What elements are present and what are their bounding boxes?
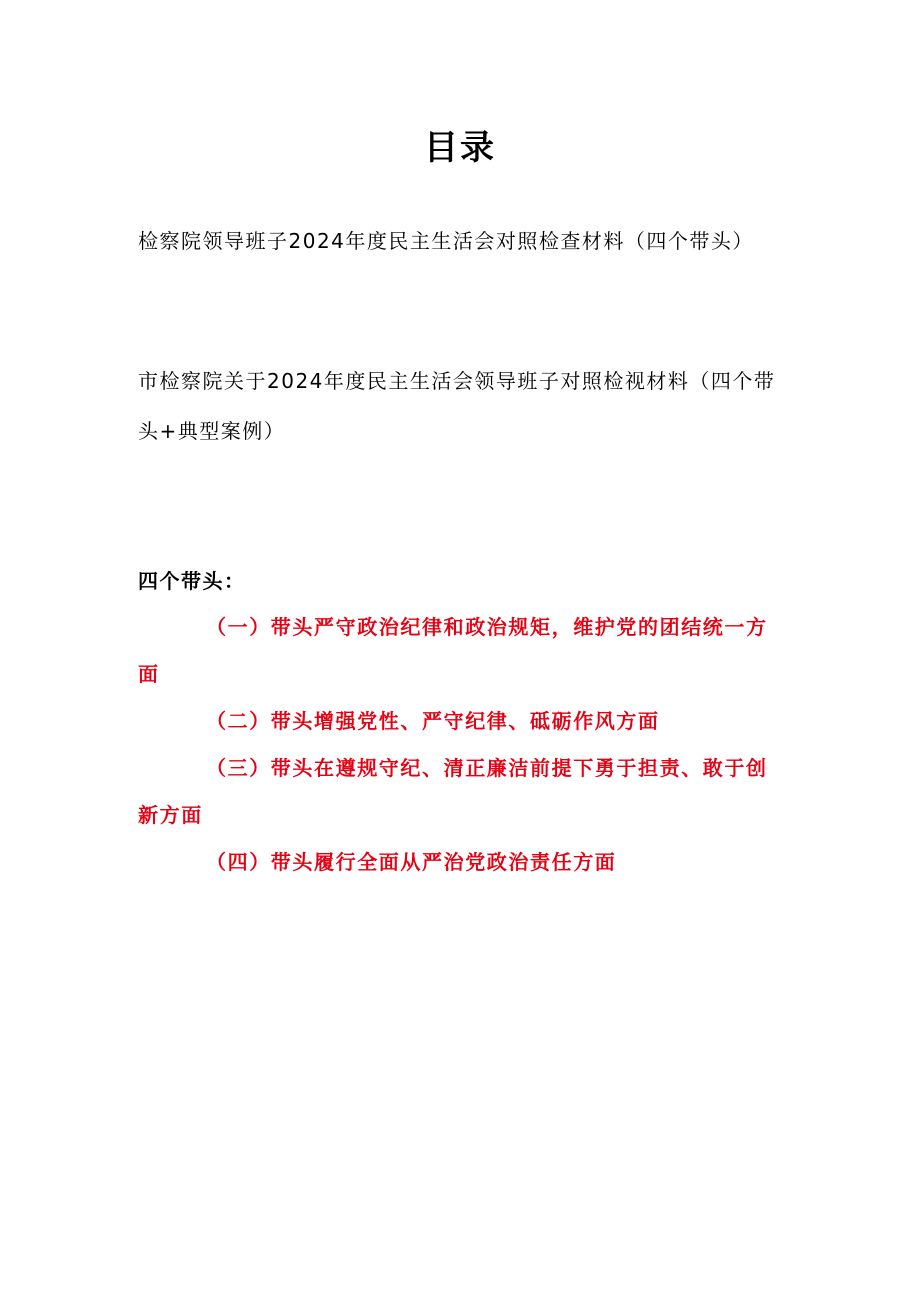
- toc-entry-1: 检察院领导班子2024年度民主生活会对照检查材料（四个带头）: [138, 229, 754, 253]
- section-item-list: [138, 604, 788, 886]
- section-item-1: （一）带头严守政治纪律和政治规矩，维护党的团结统一方面: [138, 615, 768, 686]
- section-item-4: （四）带头履行全面从严治党政治责任方面: [206, 850, 617, 874]
- section-item-3: （三）带头在遵规守纪、清正廉洁前提下勇于担责、敢于创新方面: [138, 756, 768, 827]
- toc-entry-2: 市检察院关于2024年度民主生活会领导班子对照检视材料（四个带头+典型案例）: [138, 369, 776, 443]
- page-title: 目录: [424, 128, 496, 168]
- section-heading: 四个带头：: [138, 569, 246, 593]
- section-item-2: （二）带头增强党性、严守纪律、砥砺作风方面: [206, 709, 660, 733]
